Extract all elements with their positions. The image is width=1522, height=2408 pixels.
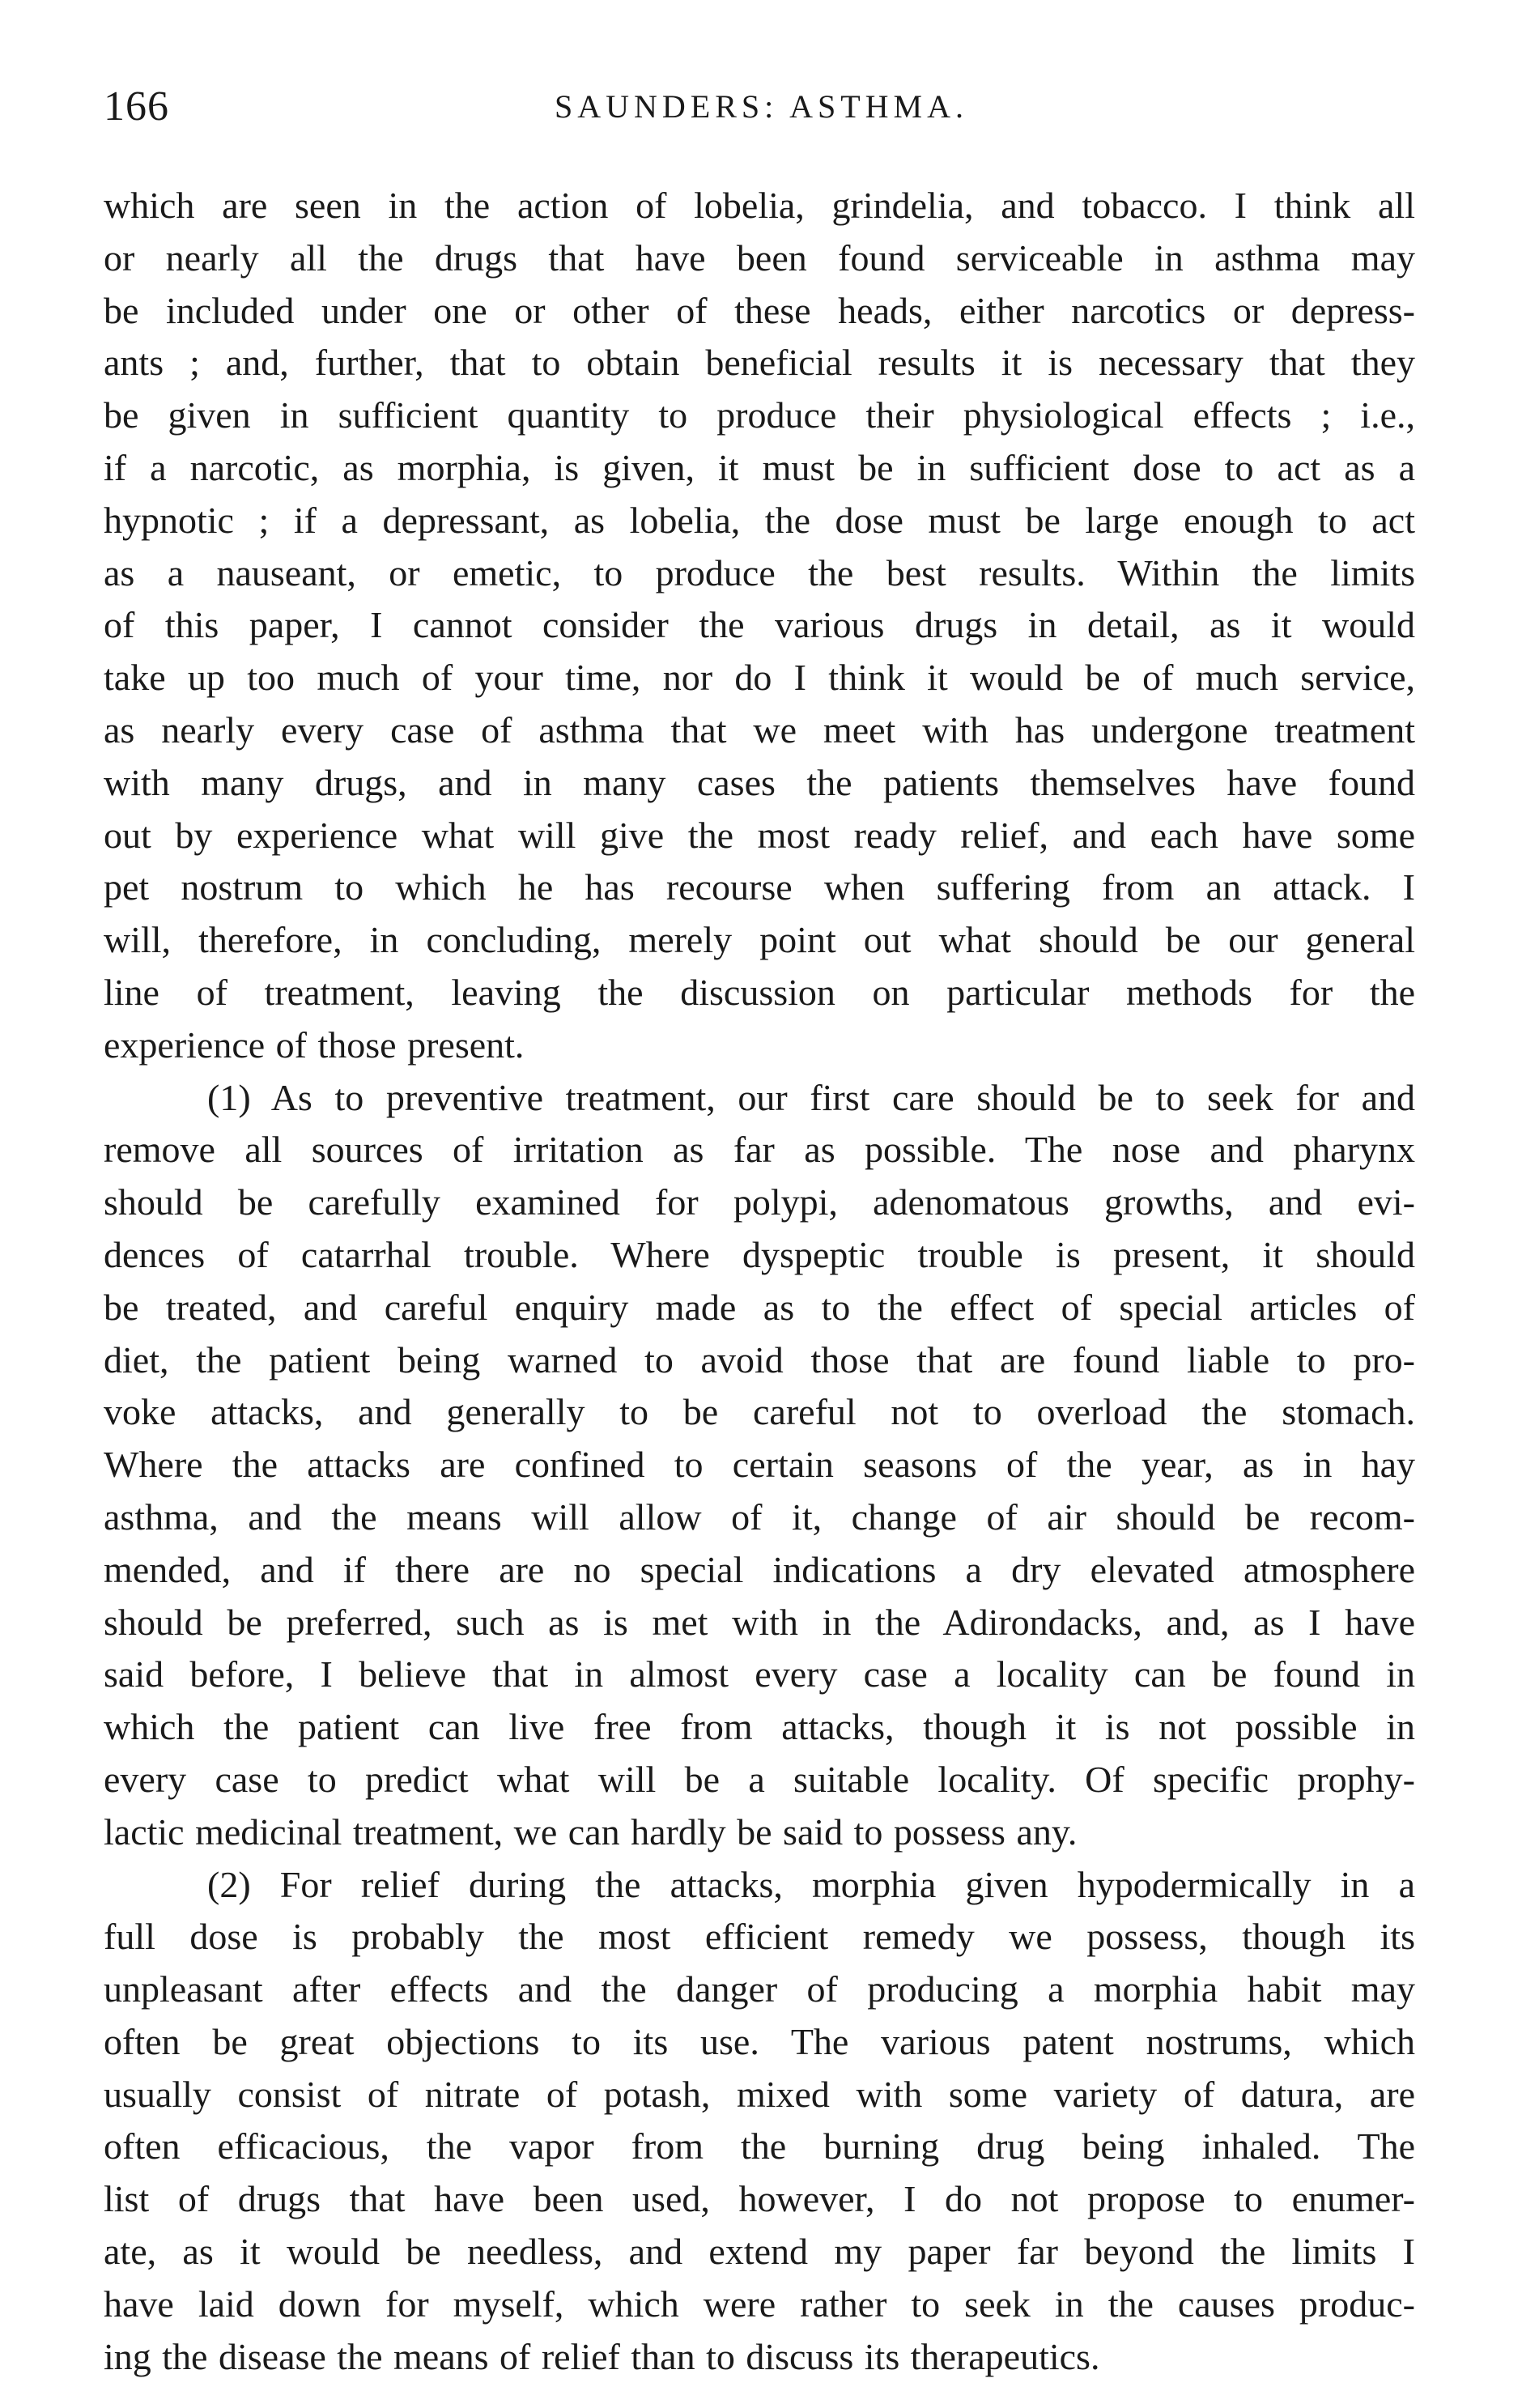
text-line: mended, and if there are no special indications a dry elevated atmosphere <box>104 1548 1415 1590</box>
page-number: 166 <box>104 83 169 130</box>
text-line: be treated, and careful enquiry made as to the effect of special articles of <box>104 1286 1415 1328</box>
text-line: often be great objections to its use. The various patent nostrums, which <box>104 2020 1415 2062</box>
text-line: ing the disease the means of relief than to discuss its therapeutics. <box>104 2335 1100 2377</box>
text-line: unpleasant after effects and the danger of producing a morphia habit may <box>104 1968 1415 2010</box>
text-line: Where the attacks are confined to certain seasons of the year, as in hay <box>104 1444 1415 1486</box>
text-line: experience of those present. <box>104 1023 525 1066</box>
text-line: or nearly all the drugs that have been found serviceable in asthma may <box>104 236 1415 279</box>
text-line: usually consist of nitrate of potash, mixed with some variety of datura, are <box>104 2073 1415 2115</box>
text-line: which the patient can live free from attacks, though it is not possible in <box>104 1706 1415 1748</box>
text-line: should be carefully examined for polypi, adenomatous growths, and evi- <box>104 1181 1415 1223</box>
text-line: said before, I believe that in almost every case a locality can be found in <box>104 1653 1415 1695</box>
text-line: if a narcotic, as morphia, is given, it must be in sufficient dose to act as a <box>104 446 1415 488</box>
text-line: which are seen in the action of lobelia, grindelia, and tobacco. I think all <box>104 185 1415 226</box>
text-line: should be preferred, such as is met with in the Adirondacks, and, as I have <box>104 1601 1415 1643</box>
running-head: SAUNDERS: ASTHMA. <box>555 88 968 125</box>
text-line: as a nauseant, or emetic, to produce the best results. Within the limits <box>104 551 1415 593</box>
text-line: of this paper, I cannot consider the various drugs in detail, as it would <box>104 604 1415 646</box>
text-line: take up too much of your time, nor do I think it would be of much service, <box>104 657 1415 699</box>
text-line: as nearly every case of asthma that we meet with has undergone treatment <box>104 708 1415 751</box>
text-line: have laid down for myself, which were rather to seek in the causes produc- <box>104 2282 1415 2325</box>
text-line: be included under one or other of these heads, either narcotics or depress- <box>104 289 1415 331</box>
text-line: full dose is probably the most efficient remedy we possess, though its <box>104 1916 1415 1958</box>
text-line: diet, the patient being warned to avoid those that are found liable to pro- <box>104 1338 1415 1381</box>
page-header <box>104 74 1419 139</box>
text-line: will, therefore, in concluding, merely point out what should be our general <box>104 919 1415 961</box>
text-line: ants ; and, further, that to obtain beneficial results it is necessary that they <box>104 342 1415 384</box>
text-line: with many drugs, and in many cases the patients themselves have found <box>104 761 1415 803</box>
text-line: remove all sources of irritation as far as possible. The nose and pharynx <box>104 1129 1415 1171</box>
text-line: ate, as it would be needless, and extend my paper far beyond the limits I <box>104 2231 1415 2273</box>
text-line: line of treatment, leaving the discussion on particular methods for the <box>104 971 1415 1013</box>
paragraph <box>104 1859 1415 2384</box>
text-line: (2) For relief during the attacks, morphia given hypodermically in a <box>207 1863 1415 1905</box>
text-line: pet nostrum to which he has recourse when suffering from an attack. I <box>104 866 1415 908</box>
text-line: list of drugs that have been used, however, I do not propose to enumer- <box>104 2178 1415 2220</box>
text-line: be given in sufficient quantity to produce their physiological effects ; i.e., <box>104 394 1415 436</box>
body-text <box>104 180 1415 2383</box>
text-line: dences of catarrhal trouble. Where dyspeptic trouble is present, it should <box>104 1233 1415 1275</box>
paragraph <box>104 1072 1415 1859</box>
text-line: asthma, and the means will allow of it, change of air should be recom- <box>104 1495 1415 1538</box>
paragraph <box>104 180 1415 1072</box>
text-line: lactic medicinal treatment, we can hardly be said to possess any. <box>104 1810 1078 1853</box>
text-line: out by experience what will give the most ready relief, and each have some <box>104 814 1415 856</box>
text-line: often efficacious, the vapor from the burning drug being inhaled. The <box>104 2125 1415 2168</box>
text-line: every case to predict what will be a suitable locality. Of specific prophy- <box>104 1758 1415 1800</box>
text-line: hypnotic ; if a depressant, as lobelia, the dose must be large enough to act <box>104 499 1415 541</box>
text-line: voke attacks, and generally to be careful not to overload the stomach. <box>104 1391 1415 1433</box>
text-line: (1) As to preventive treatment, our first care should be to seek for and <box>207 1076 1415 1118</box>
